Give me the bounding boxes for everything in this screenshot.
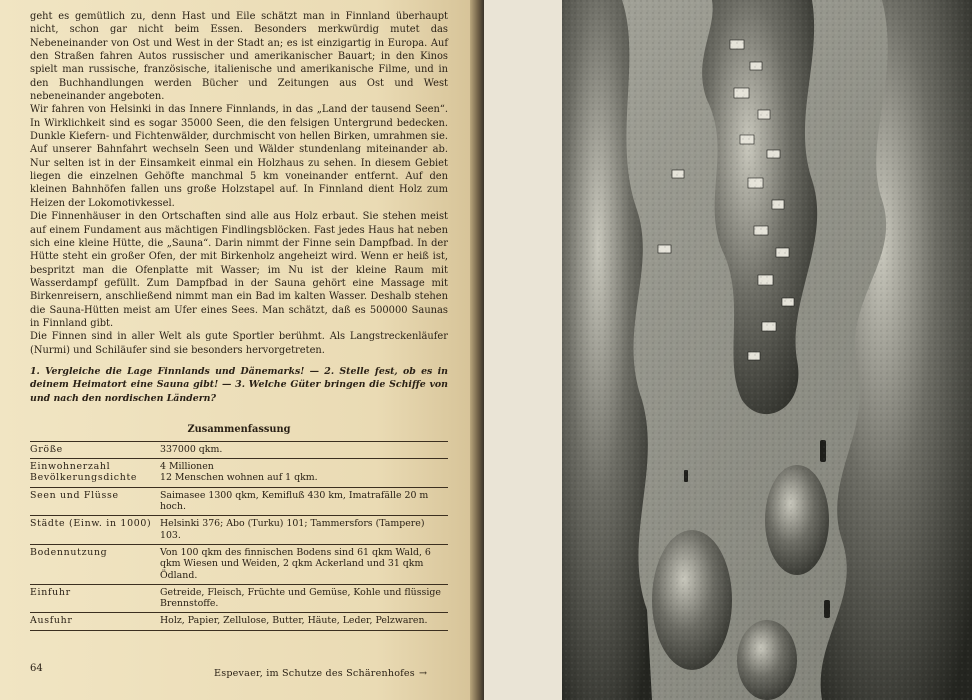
summary-row-value: Getreide, Fleisch, Früchte und Gemüse, Kohle und flüssige Brennstoffe. [160,586,441,610]
summary-table [30,441,448,631]
photo-caption [214,668,427,679]
exercise-questions: 1. Vergleiche die Lage Finnlands und Dänemarks! — 2. Stelle fest, ob es in deinem Heimatort eine Sauna gibt! — 3. Welche Güter bringen die Schiffe von und nach den nordischen Ländern? [30,365,448,404]
photo-grain [562,0,972,700]
summary-table-body [30,441,448,630]
summary-row [30,544,448,584]
summary-row [30,516,448,545]
summary-row-label: Größe [30,443,63,455]
paragraph-2: Wir fahren von Helsinki in das Innere Finnlands, in das „Land der tausend Seen“. In Wirklichkeit sind es sogar 35000 Seen, die den felsigen Untergrund bedecken. Dunkle Kiefern- und Fichtenwälder, durchmischt von hellen Birken, umrahmen sie. Auf unserer Bahnfahrt wechseln Seen und Wälder stundenlang miteinander ab. Nur selten ist in der Einsamkeit einmal ein Holzhaus zu sehen. In diesem Gebiet liegen die einzelnen Gehöfte manchmal 5 km voneinander entfernt. Auf den kleinen Bahnhöfen fallen uns große Holzstapel auf. In Finnland dient Holz zum Heizen der Lokomotivkessel. [30,104,448,209]
book-gutter [470,0,484,700]
summary-row-value: Holz, Papier, Zellulose, Butter, Häute, Leder, Pelzwaren. [160,615,428,627]
left-page [0,0,470,700]
caption-text: Espevaer, im Schutze des Schärenhofes [214,668,415,679]
paragraph-4: Die Finnen sind in aller Welt als gute Sportler berühmt. Als Langstreckenläufer (Nurmi) und Schiläufer sind sie besonders hervorgetreten. [30,331,448,356]
summary-row-label: Bodennutzung [30,546,108,558]
summary-row-label: Einwohnerzahl Bevölkerungsdichte [30,461,138,484]
summary-row-value: Von 100 qkm des finnischen Bodens sind 61 qkm Wald, 6 qkm Wiesen und Weiden, 2 qkm Ackerland und 31 qkm Ödland. [160,546,431,581]
summary-row [30,584,448,613]
summary-row-label: Seen und Flüsse [30,489,119,501]
summary-row-label: Einfuhr [30,586,71,598]
summary-row [30,487,448,516]
summary-row [30,441,448,458]
summary-row [30,613,448,630]
paragraph-1: geht es gemütlich zu, denn Hast und Eile schätzt man in Finnland überhaupt nicht, schon gar nicht beim Essen. Besonders merkwürdig mutet das Nebeneinander von Ost und West in der Stadt an; es ist einzigartig in Europa. Auf den Straßen fahren Autos russischer und amerikanischer Bauart; in den Kinos spielt man russische, französische, italienische und amerikanische Filme, und in den Buchhandlungen werden Bücher und Zeitungen aus Ost und West nebeneinander angeboten. [30,11,448,103]
summary-row-value: Saimasee 1300 qkm, Kemifluß 430 km, Imatrafälle 20 m hoch. [160,489,429,513]
page-number: 64 [30,663,43,674]
aerial-photo-drawing [562,0,972,700]
summary-row-value: 4 Millionen 12 Menschen wohnen auf 1 qkm. [160,461,318,484]
summary-row [30,459,448,488]
summary-row-label: Städte (Einw. in 1000) [30,518,152,530]
aerial-photo [562,0,972,700]
body-text [30,10,448,357]
paragraph-3: Die Finnenhäuser in den Ortschaften sind alle aus Holz erbaut. Sie stehen meist auf einem Fundament aus mächtigen Findlingsblöcken. Fast jedes Haus hat neben sich eine kleine Hütte, die „Sauna“. Darin nimmt der Finne sein Dampfbad. In der Hütte steht ein großer Ofen, der mit Birkenholz angeheizt wird. Wenn er heiß ist, bespritzt man die Ofenplatte mit Wasser; im Nu ist der kleine Raum mit Wasserdampf gefüllt. Zum Dampfbad in der Sauna gehört eine Massage mit Birkenreisern, anschließend nimmt man ein Bad im kalten Wasser. Deshalb stehen die Sauna-Hütten meist am Ufer eines Sees. Man schätzt, daß es 500000 Saunas in Finnland gibt. [30,211,448,329]
summary-title: Zusammenfassung [187,423,291,435]
arrow-right-icon: → [418,668,428,679]
right-page [484,0,972,700]
summary-row-label: Ausfuhr [30,615,73,627]
summary-row-value: 337000 qkm. [160,443,223,455]
summary-row-value: Helsinki 376; Abo (Turku) 101; Tammersfors (Tampere) 103. [160,518,425,541]
